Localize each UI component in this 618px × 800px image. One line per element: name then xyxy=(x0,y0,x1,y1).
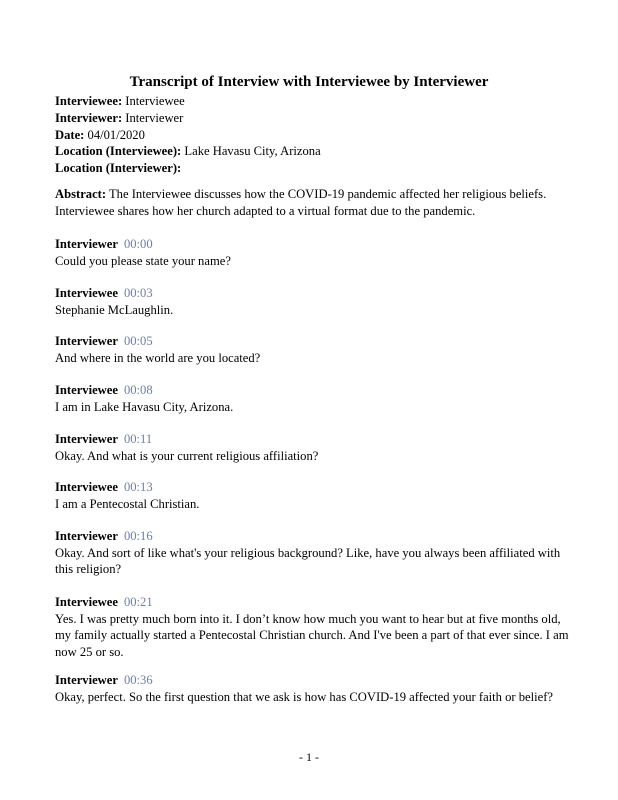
interview-metadata xyxy=(55,93,575,177)
timestamp-link[interactable]: 00:05 xyxy=(123,334,153,348)
timestamp-link[interactable]: 00:00 xyxy=(123,237,153,251)
abstract xyxy=(55,186,570,220)
meta-label: Interviewer: xyxy=(55,110,123,125)
meta-label: Date: xyxy=(55,127,85,142)
utterance-text: Okay. And what is your current religious affiliation? xyxy=(55,448,319,463)
page-number: - 1 - xyxy=(299,750,319,764)
meta-label: Location (Interviewer): xyxy=(55,161,182,176)
transcript-turn xyxy=(55,594,575,661)
speaker-name: Interviewer xyxy=(55,237,118,251)
abstract-text: The Interviewee discusses how the COVID-19 pandemic affected her religious beliefs. Interviewee shares how her church adapted to a virtual format due to the pandemic. xyxy=(55,187,547,218)
timestamp-link[interactable]: 00:03 xyxy=(123,286,153,300)
utterance-text: I am a Pentecostal Christian. xyxy=(55,496,200,511)
transcript-turn xyxy=(55,431,575,464)
utterance-text: Okay, perfect. So the first question that we ask is how has COVID-19 affected your faith or belief? xyxy=(55,689,554,704)
meta-label: Interviewee: xyxy=(55,94,123,108)
page-title: Transcript of Interview with Interviewee by Interviewer xyxy=(129,74,489,90)
speaker-name: Interviewer xyxy=(55,432,118,446)
meta-value: Lake Havasu City, Arizona xyxy=(184,144,321,159)
speaker-name: Interviewee xyxy=(55,286,118,300)
abstract-label: Abstract: xyxy=(55,187,107,201)
meta-date xyxy=(55,127,575,144)
transcript-turn xyxy=(55,285,575,318)
utterance-text: And where in the world are you located? xyxy=(55,350,261,365)
transcript-turn xyxy=(55,479,575,512)
timestamp-link[interactable]: 00:16 xyxy=(123,529,153,543)
meta-value: Interviewee xyxy=(125,94,185,108)
transcript-turn xyxy=(55,672,575,705)
speaker-name: Interviewee xyxy=(55,480,118,494)
timestamp-link[interactable]: 00:21 xyxy=(123,595,153,609)
meta-interviewee xyxy=(55,93,575,110)
timestamp-link[interactable]: 00:36 xyxy=(123,673,153,687)
utterance-text: Stephanie McLaughlin. xyxy=(55,302,174,317)
timestamp-link[interactable]: 00:13 xyxy=(123,480,153,494)
meta-location-interviewer xyxy=(55,160,575,177)
transcript-turn xyxy=(55,528,575,578)
timestamp-link[interactable]: 00:08 xyxy=(123,383,153,397)
transcript-turn xyxy=(55,382,575,415)
utterance-text: Okay. And sort of like what's your religious background? Like, have you always been affiliated with this religion? xyxy=(55,545,561,577)
speaker-name: Interviewer xyxy=(55,334,118,348)
transcript-turn xyxy=(55,236,575,269)
meta-value: 04/01/2020 xyxy=(87,127,145,142)
utterance-text: I am in Lake Havasu City, Arizona. xyxy=(55,399,234,414)
speaker-name: Interviewee xyxy=(55,383,118,397)
transcript-turn xyxy=(55,333,575,366)
meta-label: Location (Interviewee): xyxy=(55,144,182,159)
speaker-name: Interviewer xyxy=(55,673,118,687)
meta-location-interviewee xyxy=(55,143,575,160)
speaker-name: Interviewee xyxy=(55,595,118,609)
utterance-text: Yes. I was pretty much born into it. I don’t know how much you want to hear but at five months old, my family actually started a Pentecostal Christian church. And I've been a part of that ever since. I am now 25 or so. xyxy=(55,611,569,660)
meta-interviewer xyxy=(55,110,575,127)
utterance-text: Could you please state your name? xyxy=(55,253,231,268)
meta-value: Interviewer xyxy=(125,110,184,125)
timestamp-link[interactable]: 00:11 xyxy=(123,432,153,446)
speaker-name: Interviewer xyxy=(55,529,118,543)
